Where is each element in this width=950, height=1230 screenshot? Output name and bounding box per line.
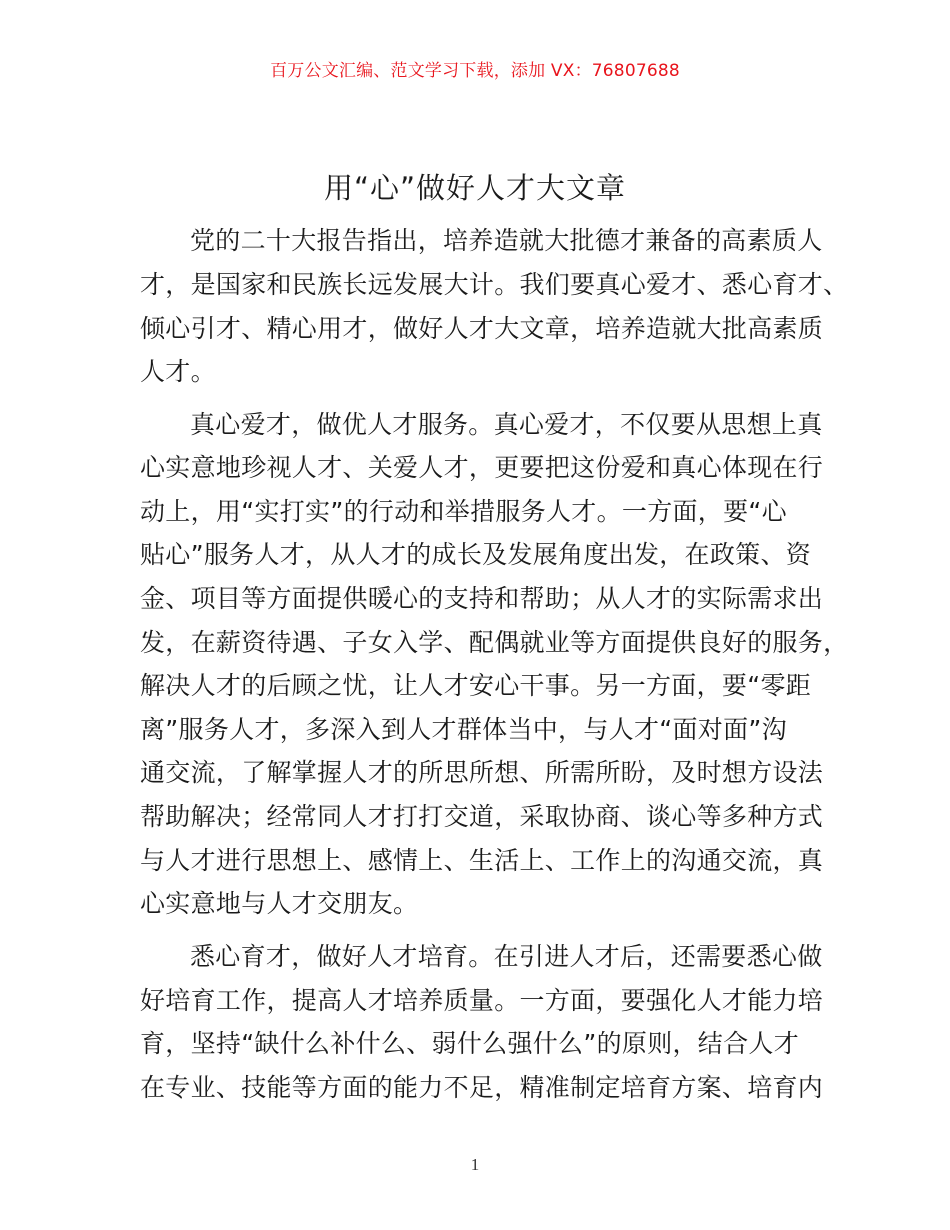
paragraph-line: 真心爱才，做优人才服务。真心爱才，不仅要从思想上真 xyxy=(190,410,823,439)
watermark-header: 百万公文汇编、范文学习下载，添加 VX：76807688 xyxy=(270,61,680,81)
paragraph-line: 好培育工作，提高人才培养质量。一方面，要强化人才能力培 xyxy=(140,986,824,1015)
paragraph-line: 悉心育才，做好人才培育。在引进人才后，还需要悉心做 xyxy=(190,942,823,971)
paragraph-line: 动上，用“实打实”的行动和举措服务人才。一方面，要“心 xyxy=(140,497,787,526)
document-title: 用“心”做好人才大文章 xyxy=(323,171,627,205)
paragraph-line: 在专业、技能等方面的能力不足，精准制定培育方案、培育内 xyxy=(140,1073,824,1102)
paragraph-line: 与人才进行思想上、感情上、生活上、工作上的沟通交流，真 xyxy=(140,846,824,875)
paragraph-line: 才，是国家和民族长远发展大计。我们要真心爱才、悉心育才、 xyxy=(140,270,849,299)
page-number: 1 xyxy=(470,1155,480,1174)
paragraph-line: 党的二十大报告指出，培养造就大批德才兼备的高素质人 xyxy=(190,226,823,255)
paragraph-line: 贴心”服务人才，从人才的成长及发展角度出发，在政策、资 xyxy=(140,540,812,569)
paragraph-line: 育，坚持“缺什么补什么、弱什么强什么”的原则，结合人才 xyxy=(140,1029,800,1058)
paragraph-line: 发，在薪资待遇、子女入学、配偶就业等方面提供良好的服务， xyxy=(140,628,849,657)
paragraph-line: 解决人才的后顾之忧，让人才安心干事。另一方面，要“零距 xyxy=(140,671,812,700)
paragraph-line: 心实意地与人才交朋友。 xyxy=(140,889,419,918)
paragraph-line: 人才。 xyxy=(140,357,216,386)
paragraph-line: 心实意地珍视人才、关爱人才，更要把这份爱和真心体现在行 xyxy=(140,453,824,482)
paragraph-line: 帮助解决；经常同人才打打交道，采取协商、谈心等多种方式 xyxy=(140,802,824,831)
paragraph-line: 倾心引才、精心用才，做好人才大文章，培养造就大批高素质 xyxy=(140,314,824,343)
paragraph-line: 金、项目等方面提供暖心的支持和帮助；从人才的实际需求出 xyxy=(140,584,824,613)
paragraph-line: 通交流，了解掌握人才的所思所想、所需所盼，及时想方设法 xyxy=(140,758,824,787)
paragraph-line: 离”服务人才，多深入到人才群体当中，与人才“面对面”沟 xyxy=(140,715,787,744)
